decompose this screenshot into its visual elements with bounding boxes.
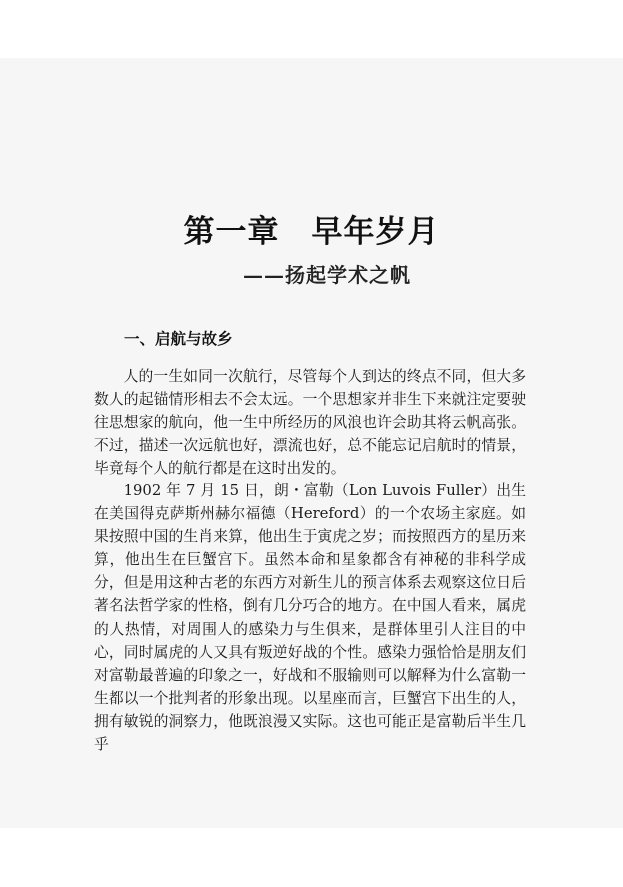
chapter-subtitle: ——扬起学术之帆 — [243, 263, 411, 287]
section-heading: 一、启航与故乡 — [124, 330, 233, 348]
body-paragraph: 人的一生如同一次航行，尽管每个人到达的终点不同，但大多数人的起锚情形相去不会太远。一个思想家并非生下来就注定要驶往思想家的航向，他一生中所经历的风浪也许会助其将云帆高张。不过，描述一次远航也好，漂流也好，总不能忘记启航时的情景，毕竟每个人的航行都是在这时出发的。 — [94, 368, 526, 478]
body-paragraph: 1902 年 7 月 15 日，朗・富勒（Lon Luvois Fuller）出生在美国得克萨斯州赫尔福德（Hereford）的一个农场主家庭。如果按照中国的生肖来算，他出生于寅虎之岁；而按照西方的星历来算，他出生在巨蟹宫下。虽然本命和星象都含有神秘的非科学成分，但是用这种古老的东西方对新生儿的预言体系去观察这位日后著名法哲学家的性格，倒有几分巧合的地方。在中国人看来，属虎的人热情，对周围人的感染力与生俱来，是群体里引人注目的中心，同时属虎的人又具有叛逆好战的个性。感染力强恰恰是朋友们对富勒最普遍的印象之一，好战和不服输则可以解释为什么富勒一生都以一个批判者的形象出现。以星座而言，巨蟹宫下出生的人，拥有敏锐的洞察力，他既浪漫又实际。这也可能正是富勒后半生几乎 — [94, 482, 526, 754]
chapter-title: 第一章 早年岁月 — [183, 214, 440, 250]
